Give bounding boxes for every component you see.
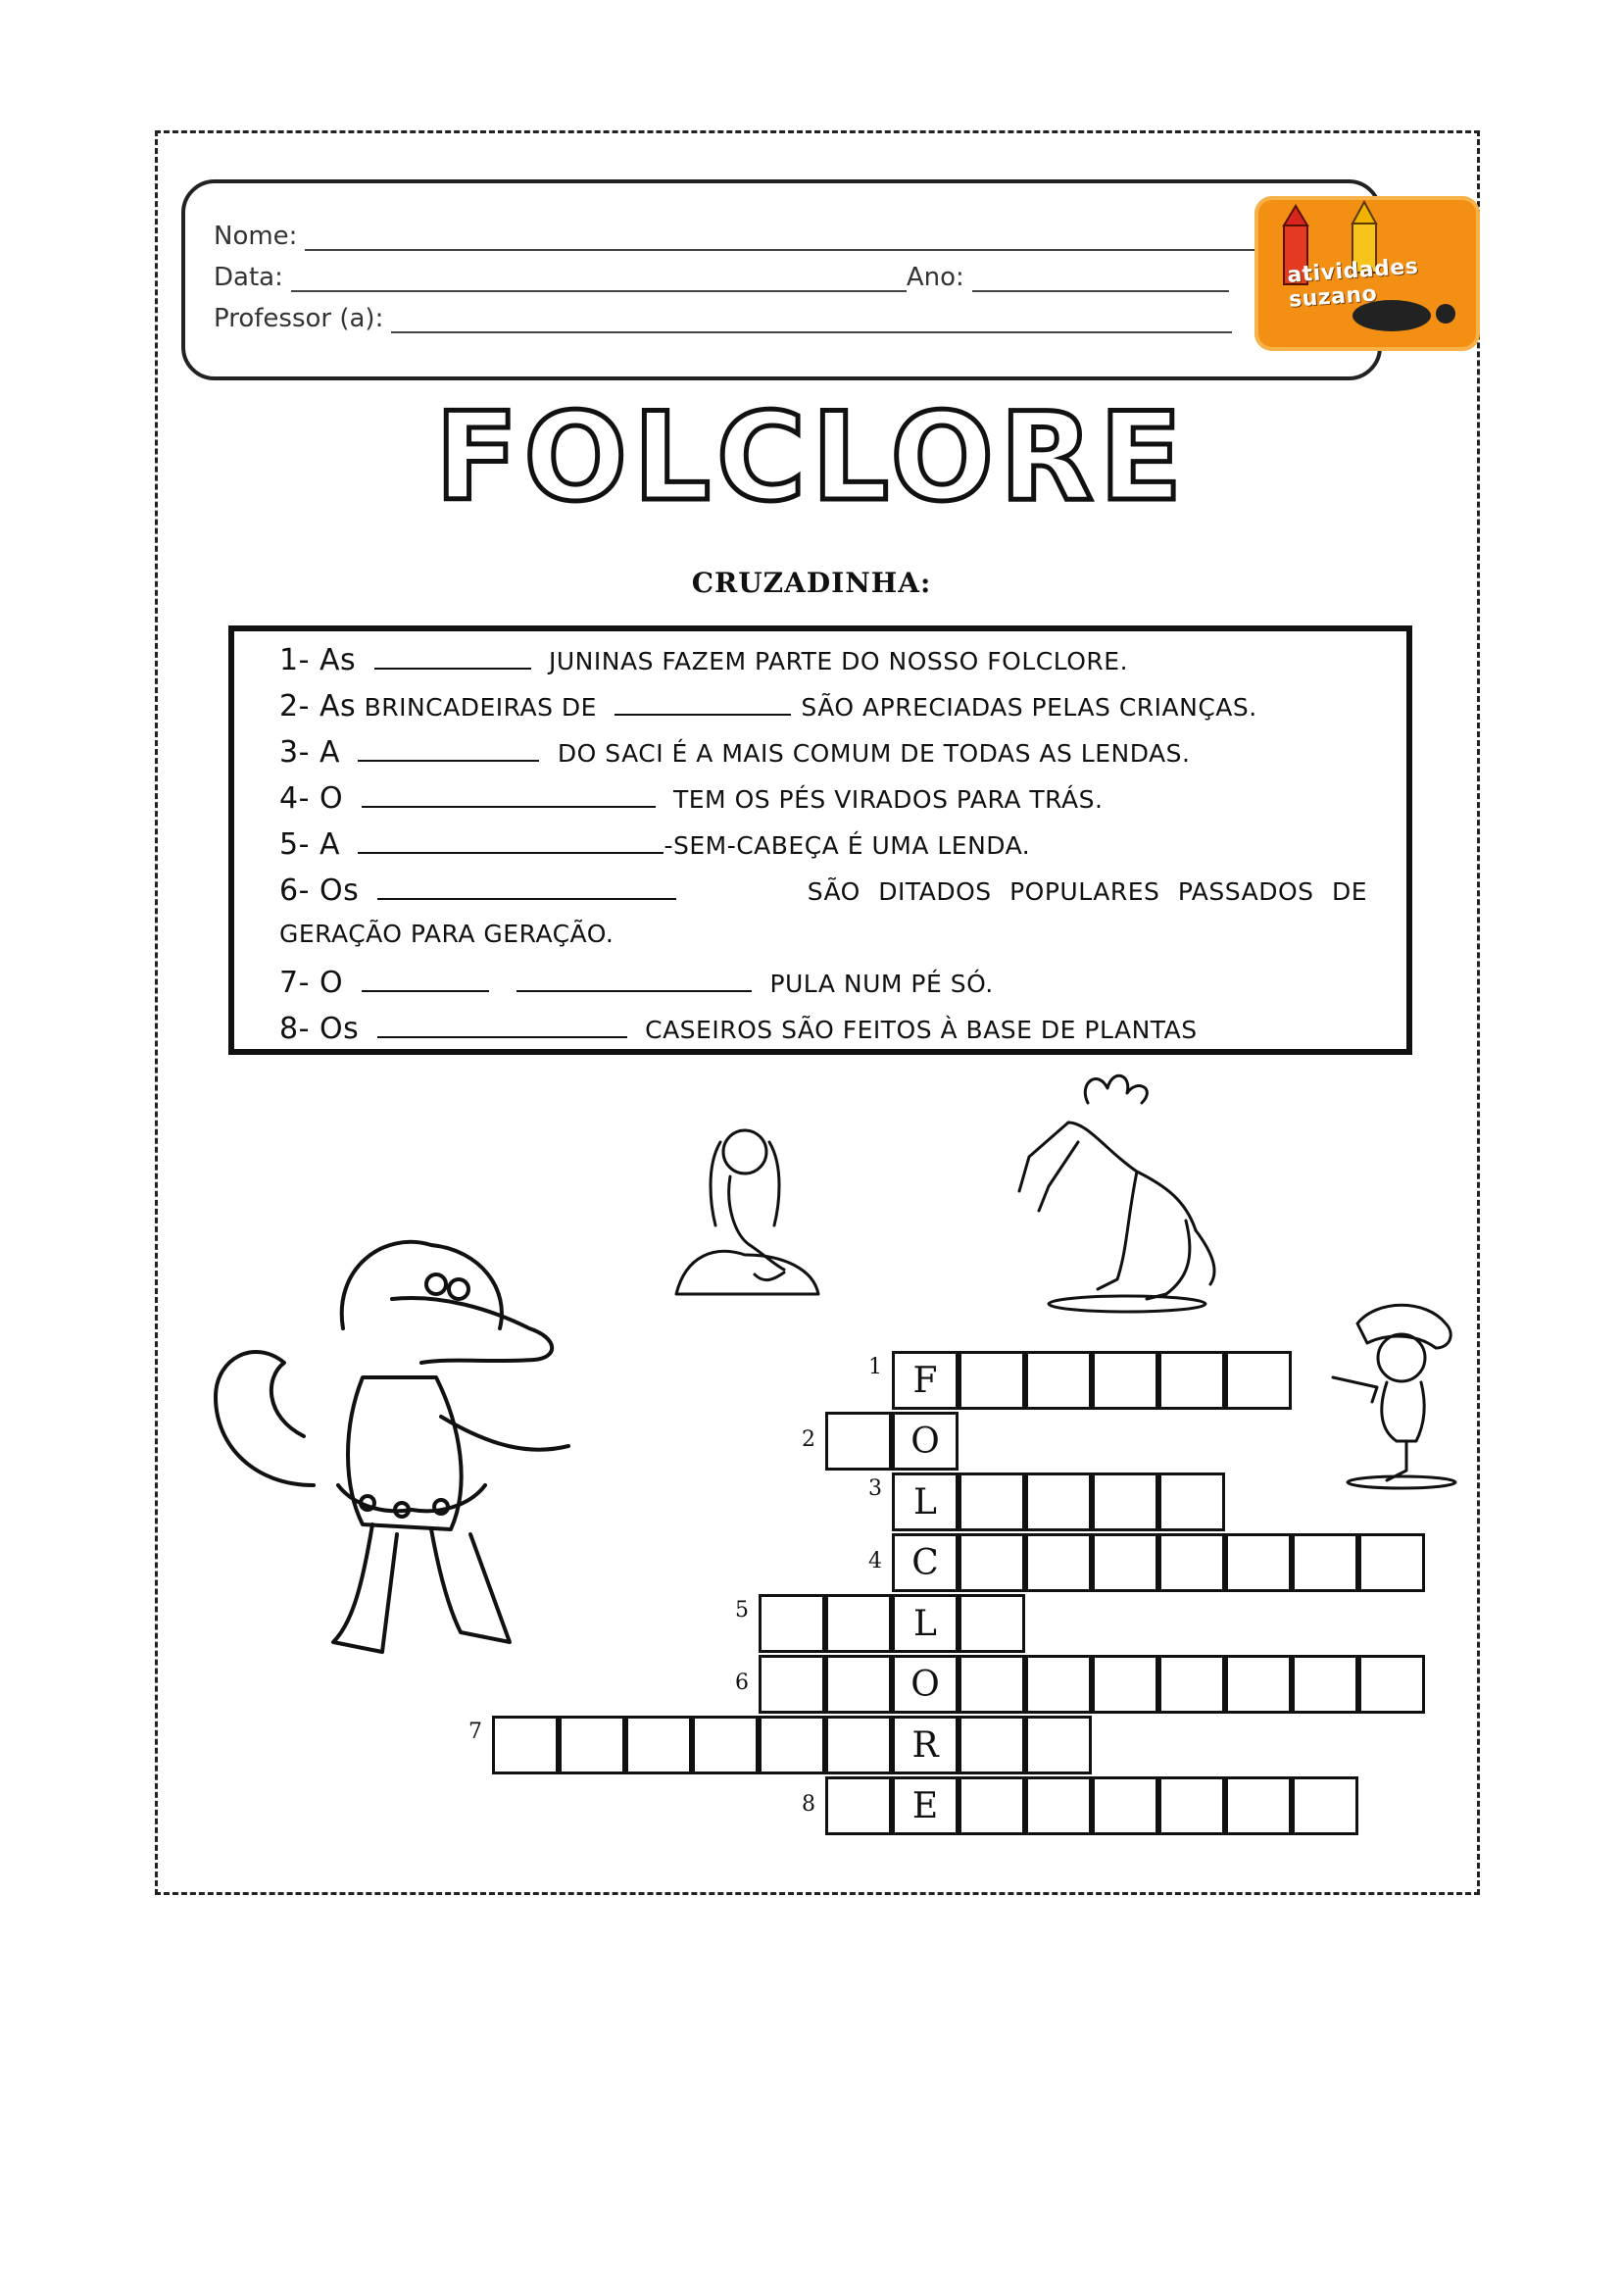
crossword-cell[interactable]	[959, 1533, 1025, 1592]
logo-text: atividades suzano	[1286, 254, 1420, 313]
crossword-cell[interactable]	[625, 1716, 692, 1774]
crossword-cell[interactable]	[1225, 1776, 1292, 1835]
crossword-cell[interactable]	[959, 1776, 1025, 1835]
crossword-cell[interactable]	[1025, 1655, 1092, 1714]
crossword-cell[interactable]	[1158, 1533, 1225, 1592]
date-label: Data:	[214, 263, 283, 292]
clue-8: 8- Os CASEIROS SÃO FEITOS À BASE DE PLANTAS	[279, 1012, 1198, 1046]
clue-7-blank-b[interactable]	[516, 969, 752, 992]
teacher-field[interactable]	[391, 306, 1232, 333]
crossword-cell[interactable]	[959, 1472, 1025, 1531]
name-label: Nome:	[214, 222, 298, 251]
cuca-alligator-illustration	[196, 1191, 588, 1681]
crossword-cell[interactable]	[959, 1351, 1025, 1410]
crossword-cell[interactable]	[1025, 1472, 1092, 1531]
crossword-cell[interactable]	[1158, 1351, 1225, 1410]
clue-6-blank[interactable]	[377, 876, 676, 900]
crossword-row-number: 3	[868, 1476, 882, 1501]
saci-illustration	[1308, 1294, 1475, 1490]
crossword-cell[interactable]	[1225, 1351, 1292, 1410]
crossword-cell[interactable]	[1292, 1533, 1358, 1592]
crossword-cell[interactable]	[759, 1594, 825, 1653]
clue-7: 7- O PULA NUM PÉ SÓ.	[279, 966, 994, 1000]
crossword-cell[interactable]	[1225, 1533, 1292, 1592]
crossword-row-number: 2	[802, 1427, 815, 1452]
page-title: FOLCLORE	[434, 387, 1189, 528]
clue-6-continued: GERAÇÃO PARA GERAÇÃO.	[279, 920, 615, 948]
clue-4-blank[interactable]	[362, 784, 656, 808]
crossword-cell[interactable]	[559, 1716, 625, 1774]
date-row	[214, 263, 1229, 292]
clues-box	[228, 625, 1412, 1055]
clue-2: 2- As BRINCADEIRAS DE SÃO APRECIADAS PELAS CRIANÇAS.	[279, 689, 1257, 724]
crossword-cell[interactable]	[1358, 1655, 1425, 1714]
crossword-cell[interactable]	[1158, 1776, 1225, 1835]
crossword-cell[interactable]	[1092, 1776, 1158, 1835]
clue-1-blank[interactable]	[374, 646, 531, 670]
clue-8-blank[interactable]	[377, 1015, 627, 1038]
crossword-cell[interactable]	[1092, 1655, 1158, 1714]
year-field[interactable]	[972, 265, 1229, 292]
crossword-row-number: 6	[735, 1671, 749, 1695]
crossword-cell[interactable]	[959, 1716, 1025, 1774]
clue-4: 4- O TEM OS PÉS VIRADOS PARA TRÁS.	[279, 781, 1104, 816]
crossword-key-cell: E	[892, 1776, 959, 1835]
crossword-row-number: 4	[868, 1549, 882, 1573]
clue-5: 5- A -SEM-CABEÇA É UMA LENDA.	[279, 827, 1031, 862]
crossword-key-cell: O	[892, 1412, 959, 1471]
headless-mule-illustration	[1000, 1064, 1235, 1328]
crossword-row-number: 5	[735, 1598, 749, 1622]
crossword-cell[interactable]	[1025, 1776, 1092, 1835]
name-field[interactable]	[305, 224, 1324, 251]
clue-3: 3- A DO SACI É A MAIS COMUM DE TODAS AS LENDAS.	[279, 735, 1191, 770]
name-row	[214, 222, 1324, 251]
crossword-cell[interactable]	[1358, 1533, 1425, 1592]
publisher-logo	[1254, 196, 1480, 351]
crossword-cell[interactable]	[1025, 1716, 1092, 1774]
crossword-key-cell: L	[892, 1594, 959, 1653]
crossword-cell[interactable]	[1292, 1776, 1358, 1835]
crossword-key-cell: L	[892, 1472, 959, 1531]
crossword-cell[interactable]	[1092, 1351, 1158, 1410]
crossword-cell[interactable]	[1158, 1472, 1225, 1531]
crossword-row-number: 8	[802, 1792, 815, 1817]
clue-1: 1- As JUNINAS FAZEM PARTE DO NOSSO FOLCLORE.	[279, 643, 1129, 677]
crossword-cell[interactable]	[1025, 1533, 1092, 1592]
crossword-key-cell: O	[892, 1655, 959, 1714]
crossword-cell[interactable]	[1025, 1351, 1092, 1410]
mermaid-illustration	[657, 1108, 833, 1314]
crossword-cell[interactable]	[959, 1594, 1025, 1653]
clue-2-blank[interactable]	[615, 692, 791, 716]
crossword-cell[interactable]	[1225, 1655, 1292, 1714]
year-label: Ano:	[906, 263, 964, 292]
date-field[interactable]	[291, 265, 907, 292]
clue-5-blank[interactable]	[358, 830, 664, 854]
crossword-cell[interactable]	[1158, 1655, 1225, 1714]
crossword-cell[interactable]	[825, 1412, 892, 1471]
crossword-cell[interactable]	[1092, 1533, 1158, 1592]
crossword-row-number: 7	[468, 1720, 482, 1744]
clue-3-blank[interactable]	[358, 738, 539, 762]
crossword-cell[interactable]	[692, 1716, 759, 1774]
crossword-key-cell: R	[892, 1716, 959, 1774]
crossword-key-cell: F	[892, 1351, 959, 1410]
crossword-cell[interactable]	[825, 1716, 892, 1774]
crossword-cell[interactable]	[492, 1716, 559, 1774]
crossword-cell[interactable]	[825, 1594, 892, 1653]
crossword-cell[interactable]	[825, 1655, 892, 1714]
teacher-row	[214, 304, 1232, 333]
crossword-cell[interactable]	[1292, 1655, 1358, 1714]
clue-6: 6- Os SÃO DITADOS POPULARES PASSADOS DE	[279, 873, 1367, 908]
section-title: CRUZADINHA:	[691, 567, 932, 599]
crossword-cell[interactable]	[959, 1655, 1025, 1714]
crossword-key-cell: C	[892, 1533, 959, 1592]
crossword-cell[interactable]	[759, 1655, 825, 1714]
teacher-label: Professor (a):	[214, 304, 384, 333]
crossword-cell[interactable]	[759, 1716, 825, 1774]
crossword-cell[interactable]	[825, 1776, 892, 1835]
crossword-cell[interactable]	[1092, 1472, 1158, 1531]
crossword-row-number: 1	[868, 1355, 882, 1379]
clue-7-blank-a[interactable]	[362, 969, 489, 992]
